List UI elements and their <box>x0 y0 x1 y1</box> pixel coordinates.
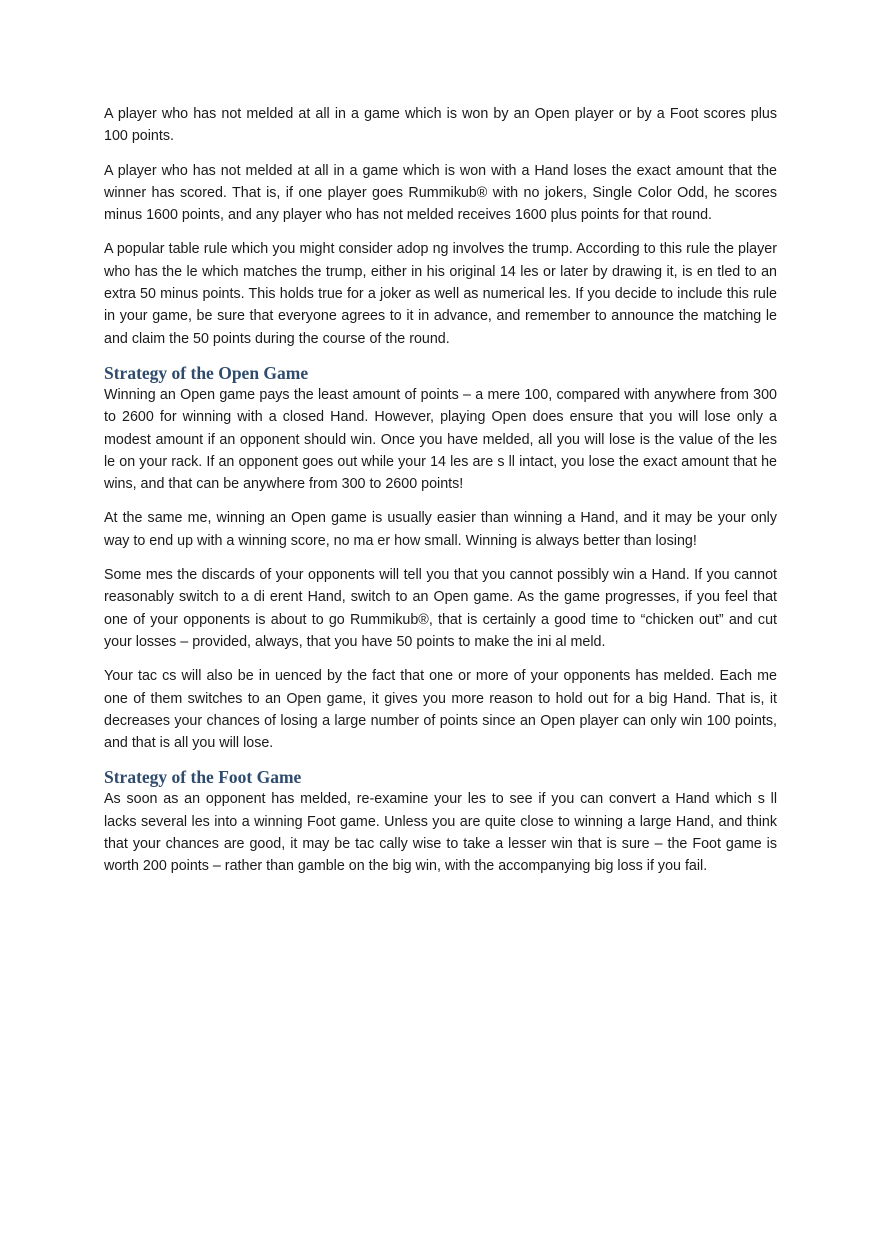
document-page <box>104 103 777 890</box>
open-game-paragraph-3: Some mes the discards of your opponents will tell you that you cannot possibly win a Hand. If you cannot reasonably switch to a di erent Hand, switch to an Open game. As the game progresses, if you feel that one of your opponents is about to go Rummikub®, that is certainly a good time to “chicken out” and cut your losses – provided, always, that you have 50 points to make the ini al meld. <box>104 567 777 650</box>
open-game-paragraph-1: Winning an Open game pays the least amount of points – a mere 100, compared with anywhere from 300 to 2600 for winning with a closed Hand. However, playing Open does ensure that you will lose only a modest amount if an opponent should win. Once you have melded, all you will lose is the value of the les le on your rack. If an opponent goes out while your 14 les are s ll intact, you lose the exact amount that he wins, and that can be anywhere from 300 to 2600 points! <box>104 386 777 493</box>
open-game-heading: Strategy of the Open Game <box>104 362 309 383</box>
open-game-paragraph-4: Your tac cs will also be in uenced by the fact that one or more of your opponents has melded. Each me one of them switches to an Open game, it gives you more reason to hold out for a big Hand. That is, it decreases your chances of losing a large number of points since an Open player can only win 100 points, and that is all you will lose. <box>104 668 777 752</box>
foot-game-heading: Strategy of the Foot Game <box>104 767 302 788</box>
intro-paragraph-3: A popular table rule which you might consider adop ng involves the trump. According to this rule the player who has the le which matches the trump, either in his original 14 les or later by drawing it, is en tled to an extra 50 minus points. This holds true for a joker as well as numerical les. If you decide to include this rule in your game, be sure that everyone agrees to it in advance, and remember to announce the matching le and claim the 50 points during the course of the round. <box>104 241 777 347</box>
open-game-paragraph-2: At the same me, winning an Open game is usually easier than winning a Hand, and it may be your only way to end up with a winning score, no ma er how small. Winning is always better than losing! <box>104 510 777 549</box>
intro-paragraph-2: A player who has not melded at all in a game which is won with a Hand loses the exact amount that the winner has scored. That is, if one player goes Rummikub® with no jokers, Single Color Odd, he scores minus 1600 points, and any player who has not melded receives 1600 plus points for that round. <box>104 162 777 224</box>
intro-paragraph-1: A player who has not melded at all in a game which is won by an Open player or by a Foot scores plus 100 points. <box>104 106 777 145</box>
foot-game-paragraph-1: As soon as an opponent has melded, re-examine your les to see if you can convert a Hand which s ll lacks several les into a winning Foot game. Unless you are quite close to winning a large Hand, and think that your chances are good, it may be tac cally wise to take a lesser win that is sure – the Foot game is worth 200 points – rather than gamble on the big win, with the accompanying big loss if you fail. <box>104 791 777 875</box>
